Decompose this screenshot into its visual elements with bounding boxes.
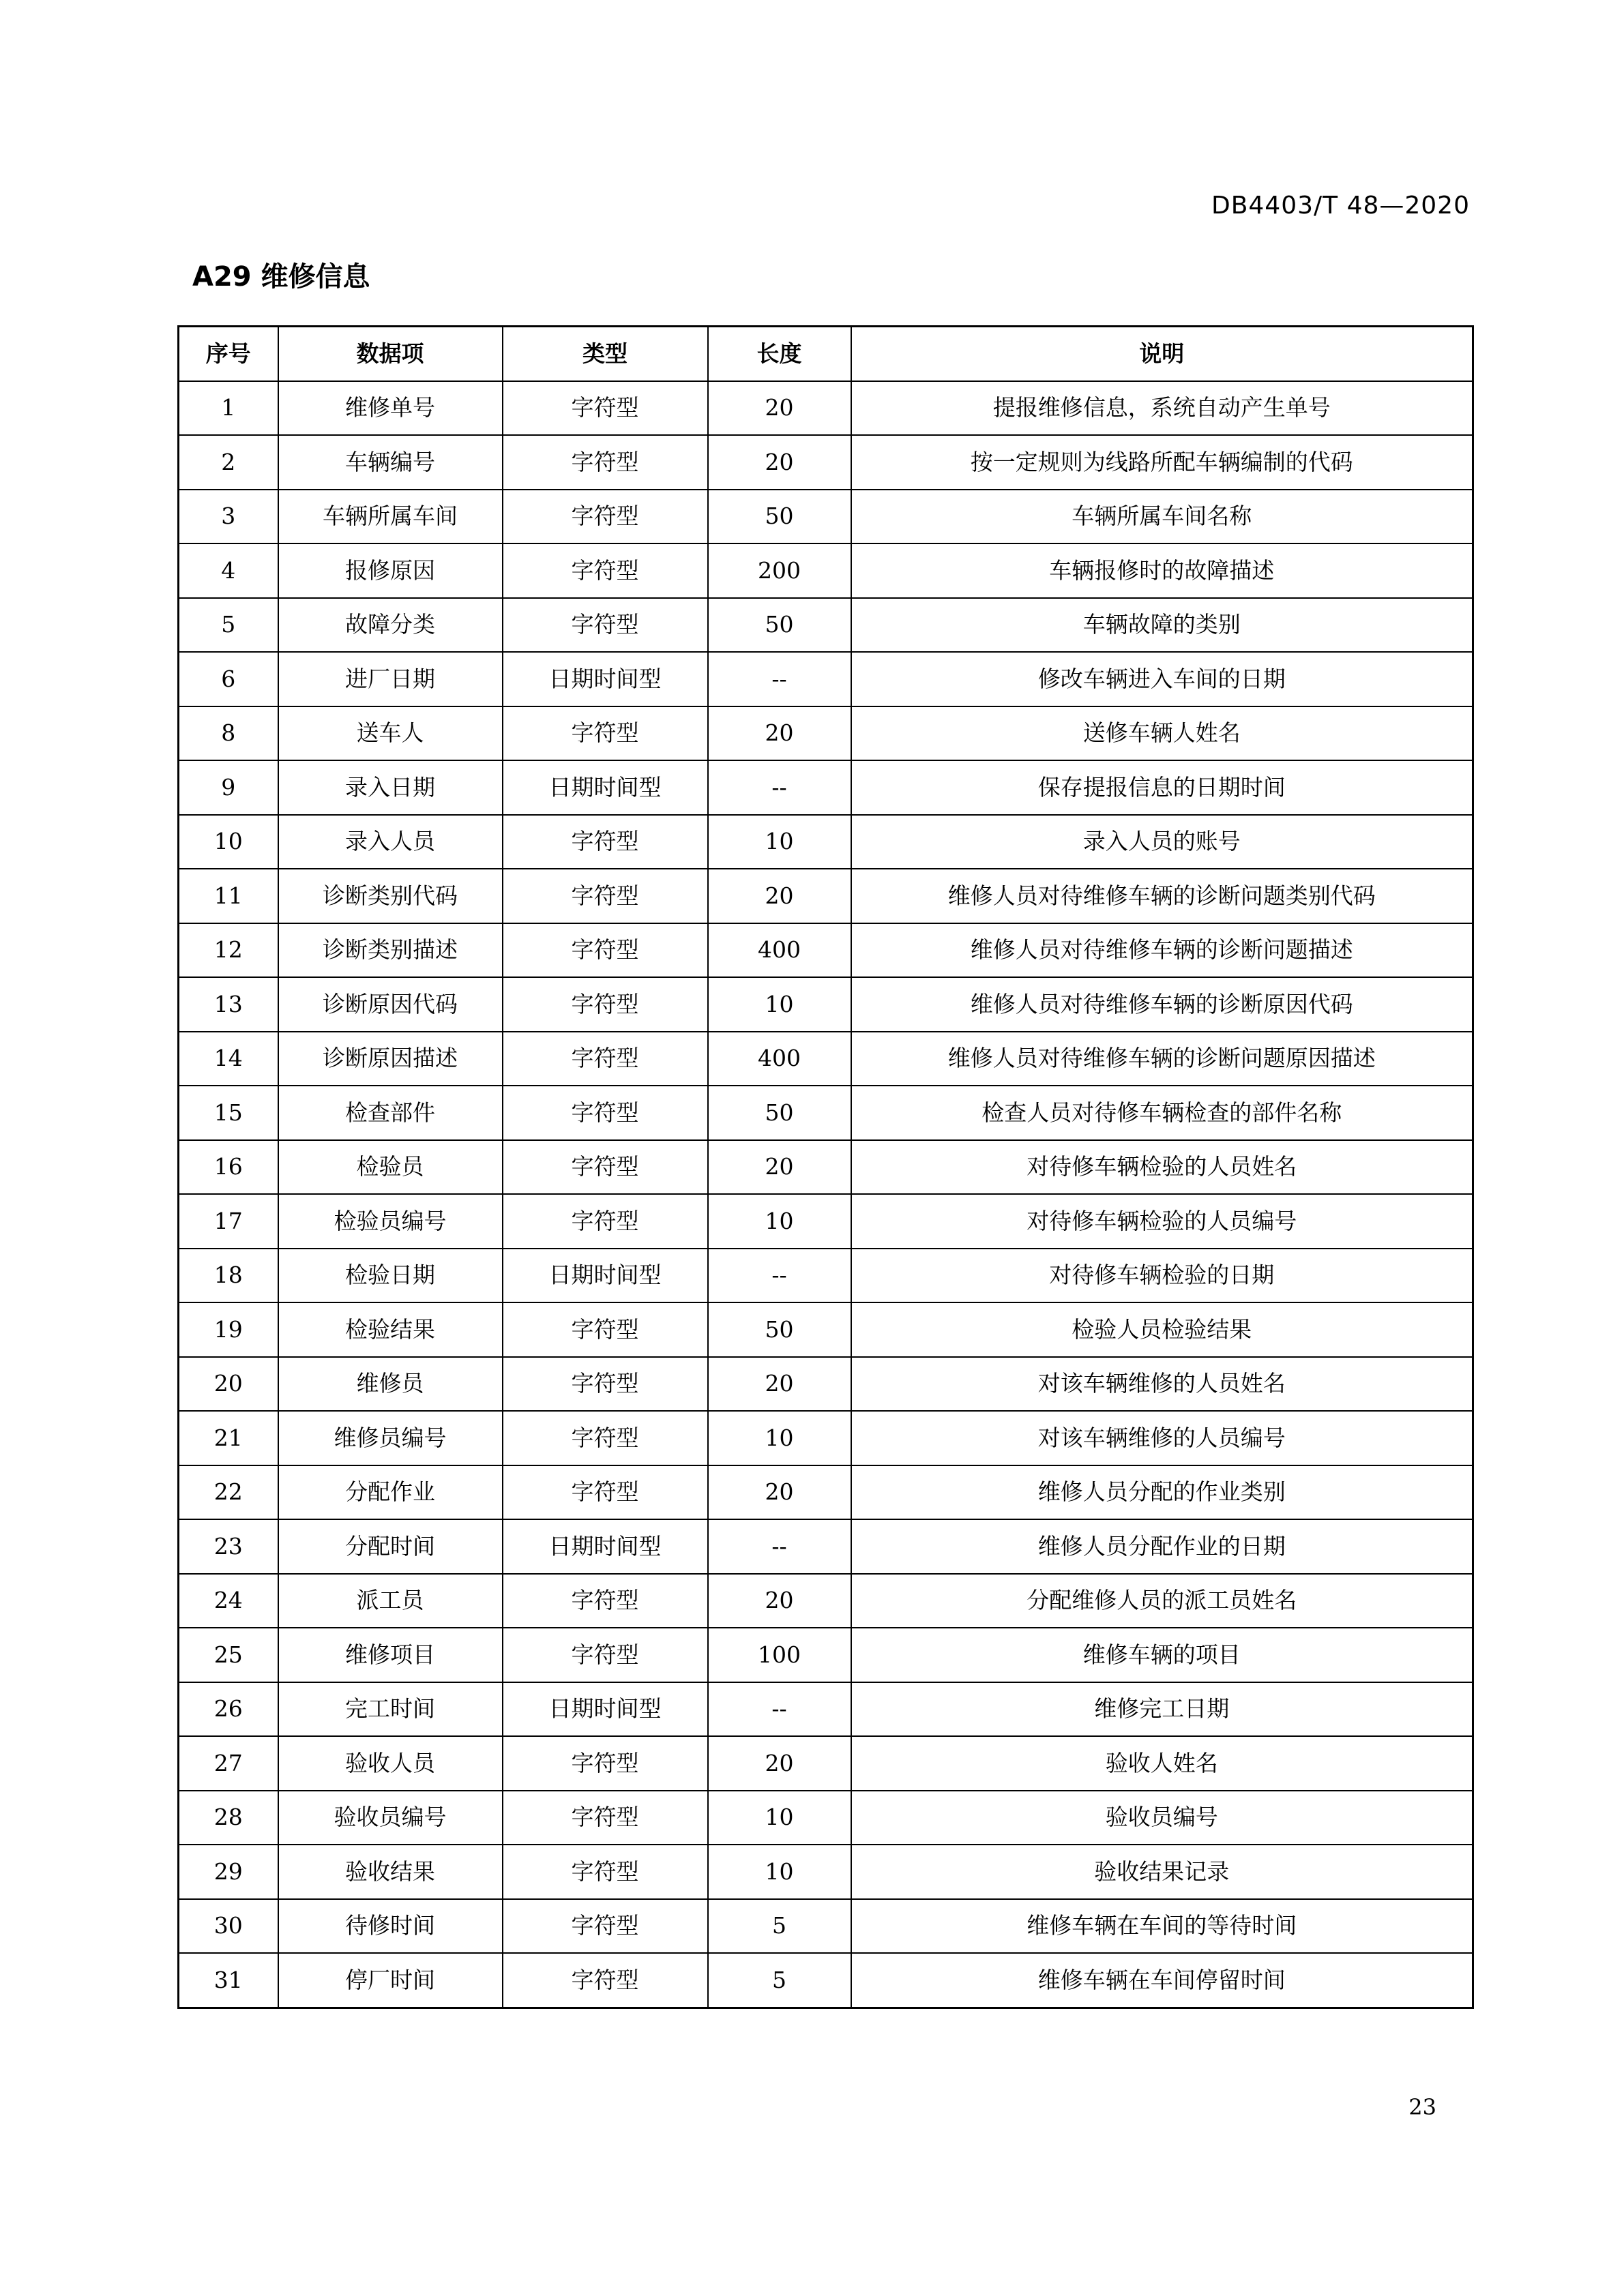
cell-type: 字符型 — [503, 1465, 708, 1520]
cell-index: 17 — [179, 1194, 278, 1249]
cell-length: 10 — [708, 1791, 851, 1845]
cell-data-item: 报修原因 — [278, 543, 503, 598]
cell-length: 20 — [708, 1357, 851, 1412]
cell-type: 日期时间型 — [503, 1519, 708, 1574]
cell-description: 维修人员对待维修车辆的诊断问题描述 — [851, 923, 1473, 978]
cell-type: 字符型 — [503, 1574, 708, 1628]
table-row — [179, 1249, 1473, 1303]
column-header-length: 长度 — [708, 327, 851, 381]
cell-length: 10 — [708, 1194, 851, 1249]
table-row — [179, 1899, 1473, 1954]
table-body — [179, 381, 1473, 2008]
table-header-row — [179, 327, 1473, 381]
cell-type: 字符型 — [503, 706, 708, 761]
cell-data-item: 待修时间 — [278, 1899, 503, 1954]
cell-type: 字符型 — [503, 1411, 708, 1465]
cell-description: 维修完工日期 — [851, 1682, 1473, 1737]
table-row — [179, 381, 1473, 436]
cell-type: 字符型 — [503, 435, 708, 490]
column-header-data-item: 数据项 — [278, 327, 503, 381]
table-row — [179, 1628, 1473, 1682]
table-row — [179, 1519, 1473, 1574]
cell-data-item: 诊断类别描述 — [278, 923, 503, 978]
cell-description: 验收结果记录 — [851, 1845, 1473, 1899]
cell-type: 字符型 — [503, 1140, 708, 1195]
cell-length: 50 — [708, 1086, 851, 1140]
table-row — [179, 652, 1473, 706]
cell-data-item: 检验员 — [278, 1140, 503, 1195]
cell-description: 对待修车辆检验的人员编号 — [851, 1194, 1473, 1249]
cell-description: 车辆所属车间名称 — [851, 490, 1473, 544]
table-row — [179, 1574, 1473, 1628]
cell-type: 字符型 — [503, 1791, 708, 1845]
cell-data-item: 诊断原因描述 — [278, 1032, 503, 1086]
cell-length: 10 — [708, 1411, 851, 1465]
column-header-index: 序号 — [179, 327, 278, 381]
cell-description: 录入人员的账号 — [851, 815, 1473, 869]
cell-type: 字符型 — [503, 543, 708, 598]
cell-description: 送修车辆人姓名 — [851, 706, 1473, 761]
table-row — [179, 435, 1473, 490]
cell-data-item: 验收结果 — [278, 1845, 503, 1899]
cell-length: 20 — [708, 1736, 851, 1791]
cell-description: 按一定规则为线路所配车辆编制的代码 — [851, 435, 1473, 490]
cell-index: 21 — [179, 1411, 278, 1465]
table-row — [179, 543, 1473, 598]
cell-length: -- — [708, 1519, 851, 1574]
cell-data-item: 检验结果 — [278, 1302, 503, 1357]
cell-index: 15 — [179, 1086, 278, 1140]
cell-description: 验收员编号 — [851, 1791, 1473, 1845]
cell-description: 验收人姓名 — [851, 1736, 1473, 1791]
cell-index: 16 — [179, 1140, 278, 1195]
cell-description: 对该车辆维修的人员姓名 — [851, 1357, 1473, 1412]
cell-length: 50 — [708, 598, 851, 653]
cell-description: 对待修车辆检验的日期 — [851, 1249, 1473, 1303]
cell-index: 24 — [179, 1574, 278, 1628]
cell-index: 19 — [179, 1302, 278, 1357]
cell-type: 字符型 — [503, 977, 708, 1032]
cell-description: 提报维修信息，系统自动产生单号 — [851, 381, 1473, 436]
cell-description: 维修人员对待维修车辆的诊断原因代码 — [851, 977, 1473, 1032]
cell-description: 维修人员对待维修车辆的诊断问题原因描述 — [851, 1032, 1473, 1086]
cell-description: 修改车辆进入车间的日期 — [851, 652, 1473, 706]
cell-index: 28 — [179, 1791, 278, 1845]
cell-index: 8 — [179, 706, 278, 761]
cell-data-item: 维修单号 — [278, 381, 503, 436]
cell-data-item: 完工时间 — [278, 1682, 503, 1737]
cell-type: 字符型 — [503, 869, 708, 923]
cell-length: -- — [708, 652, 851, 706]
cell-length: 400 — [708, 923, 851, 978]
table-row — [179, 1194, 1473, 1249]
cell-data-item: 维修员 — [278, 1357, 503, 1412]
cell-index: 5 — [179, 598, 278, 653]
cell-type: 字符型 — [503, 1736, 708, 1791]
table-row — [179, 598, 1473, 653]
cell-index: 22 — [179, 1465, 278, 1520]
cell-length: 10 — [708, 977, 851, 1032]
cell-description: 检验人员检验结果 — [851, 1302, 1473, 1357]
section-title: A29 维修信息 — [192, 261, 370, 293]
cell-type: 日期时间型 — [503, 1249, 708, 1303]
cell-length: 400 — [708, 1032, 851, 1086]
cell-length: 20 — [708, 1140, 851, 1195]
cell-description: 维修车辆在车间的等待时间 — [851, 1899, 1473, 1954]
cell-length: 20 — [708, 435, 851, 490]
table-row — [179, 1953, 1473, 2008]
cell-data-item: 验收人员 — [278, 1736, 503, 1791]
cell-index: 6 — [179, 652, 278, 706]
table-row — [179, 815, 1473, 869]
table-row — [179, 1736, 1473, 1791]
cell-data-item: 车辆所属车间 — [278, 490, 503, 544]
cell-type: 字符型 — [503, 815, 708, 869]
cell-length: -- — [708, 760, 851, 815]
cell-length: 20 — [708, 1574, 851, 1628]
cell-index: 13 — [179, 977, 278, 1032]
cell-type: 字符型 — [503, 381, 708, 436]
page-number: 23 — [1408, 2094, 1436, 2120]
cell-data-item: 停厂时间 — [278, 1953, 503, 2008]
cell-data-item: 车辆编号 — [278, 435, 503, 490]
cell-index: 23 — [179, 1519, 278, 1574]
table-row — [179, 1682, 1473, 1737]
cell-data-item: 检查部件 — [278, 1086, 503, 1140]
cell-length: -- — [708, 1682, 851, 1737]
table-row — [179, 1411, 1473, 1465]
column-header-type: 类型 — [503, 327, 708, 381]
cell-length: 50 — [708, 490, 851, 544]
cell-type: 字符型 — [503, 1194, 708, 1249]
cell-description: 对待修车辆检验的人员姓名 — [851, 1140, 1473, 1195]
cell-length: 100 — [708, 1628, 851, 1682]
cell-description: 维修车辆的项目 — [851, 1628, 1473, 1682]
cell-index: 11 — [179, 869, 278, 923]
cell-description: 检查人员对待修车辆检查的部件名称 — [851, 1086, 1473, 1140]
cell-index: 25 — [179, 1628, 278, 1682]
cell-length: -- — [708, 1249, 851, 1303]
cell-index: 26 — [179, 1682, 278, 1737]
cell-type: 字符型 — [503, 1628, 708, 1682]
cell-data-item: 进厂日期 — [278, 652, 503, 706]
column-header-description: 说明 — [851, 327, 1473, 381]
cell-data-item: 分配时间 — [278, 1519, 503, 1574]
table-row — [179, 1302, 1473, 1357]
table-row — [179, 1465, 1473, 1520]
cell-length: 5 — [708, 1953, 851, 2008]
cell-data-item: 维修项目 — [278, 1628, 503, 1682]
cell-index: 12 — [179, 923, 278, 978]
table-row — [179, 1357, 1473, 1412]
cell-description: 维修车辆在车间停留时间 — [851, 1953, 1473, 2008]
cell-data-item: 检验员编号 — [278, 1194, 503, 1249]
table-row — [179, 1791, 1473, 1845]
cell-type: 日期时间型 — [503, 1682, 708, 1737]
cell-description: 维修人员分配作业的日期 — [851, 1519, 1473, 1574]
table-row — [179, 1845, 1473, 1899]
cell-index: 18 — [179, 1249, 278, 1303]
cell-index: 31 — [179, 1953, 278, 2008]
maintenance-info-table — [177, 325, 1474, 2009]
cell-length: 20 — [708, 706, 851, 761]
cell-index: 20 — [179, 1357, 278, 1412]
table-row — [179, 923, 1473, 978]
cell-data-item: 录入人员 — [278, 815, 503, 869]
cell-index: 2 — [179, 435, 278, 490]
table-row — [179, 1086, 1473, 1140]
cell-type: 字符型 — [503, 1302, 708, 1357]
document-code: DB4403/T 48—2020 — [1211, 192, 1470, 220]
table-row — [179, 1140, 1473, 1195]
cell-type: 字符型 — [503, 1357, 708, 1412]
cell-data-item: 验收员编号 — [278, 1791, 503, 1845]
cell-data-item: 录入日期 — [278, 760, 503, 815]
cell-index: 27 — [179, 1736, 278, 1791]
table-row — [179, 977, 1473, 1032]
cell-description: 车辆报修时的故障描述 — [851, 543, 1473, 598]
cell-data-item: 派工员 — [278, 1574, 503, 1628]
cell-type: 字符型 — [503, 1845, 708, 1899]
table-row — [179, 869, 1473, 923]
cell-type: 字符型 — [503, 1086, 708, 1140]
cell-description: 分配维修人员的派工员姓名 — [851, 1574, 1473, 1628]
table-row — [179, 1032, 1473, 1086]
cell-data-item: 分配作业 — [278, 1465, 503, 1520]
cell-type: 字符型 — [503, 1032, 708, 1086]
cell-length: 10 — [708, 1845, 851, 1899]
cell-data-item: 诊断原因代码 — [278, 977, 503, 1032]
cell-data-item: 送车人 — [278, 706, 503, 761]
cell-length: 5 — [708, 1899, 851, 1954]
cell-length: 200 — [708, 543, 851, 598]
cell-length: 50 — [708, 1302, 851, 1357]
cell-data-item: 维修员编号 — [278, 1411, 503, 1465]
cell-data-item: 诊断类别代码 — [278, 869, 503, 923]
cell-description: 保存提报信息的日期时间 — [851, 760, 1473, 815]
cell-type: 字符型 — [503, 923, 708, 978]
cell-description: 对该车辆维修的人员编号 — [851, 1411, 1473, 1465]
cell-index: 10 — [179, 815, 278, 869]
table-row — [179, 490, 1473, 544]
cell-length: 10 — [708, 815, 851, 869]
cell-index: 14 — [179, 1032, 278, 1086]
cell-index: 4 — [179, 543, 278, 598]
cell-type: 日期时间型 — [503, 760, 708, 815]
cell-type: 字符型 — [503, 598, 708, 653]
cell-index: 30 — [179, 1899, 278, 1954]
cell-description: 车辆故障的类别 — [851, 598, 1473, 653]
cell-index: 29 — [179, 1845, 278, 1899]
cell-type: 字符型 — [503, 1953, 708, 2008]
cell-data-item: 检验日期 — [278, 1249, 503, 1303]
cell-index: 9 — [179, 760, 278, 815]
cell-data-item: 故障分类 — [278, 598, 503, 653]
cell-length: 20 — [708, 381, 851, 436]
cell-index: 3 — [179, 490, 278, 544]
cell-index: 1 — [179, 381, 278, 436]
cell-type: 字符型 — [503, 1899, 708, 1954]
cell-type: 字符型 — [503, 490, 708, 544]
cell-description: 维修人员对待维修车辆的诊断问题类别代码 — [851, 869, 1473, 923]
cell-type: 日期时间型 — [503, 652, 708, 706]
table-row — [179, 760, 1473, 815]
table-row — [179, 706, 1473, 761]
cell-description: 维修人员分配的作业类别 — [851, 1465, 1473, 1520]
cell-length: 20 — [708, 1465, 851, 1520]
cell-length: 20 — [708, 869, 851, 923]
